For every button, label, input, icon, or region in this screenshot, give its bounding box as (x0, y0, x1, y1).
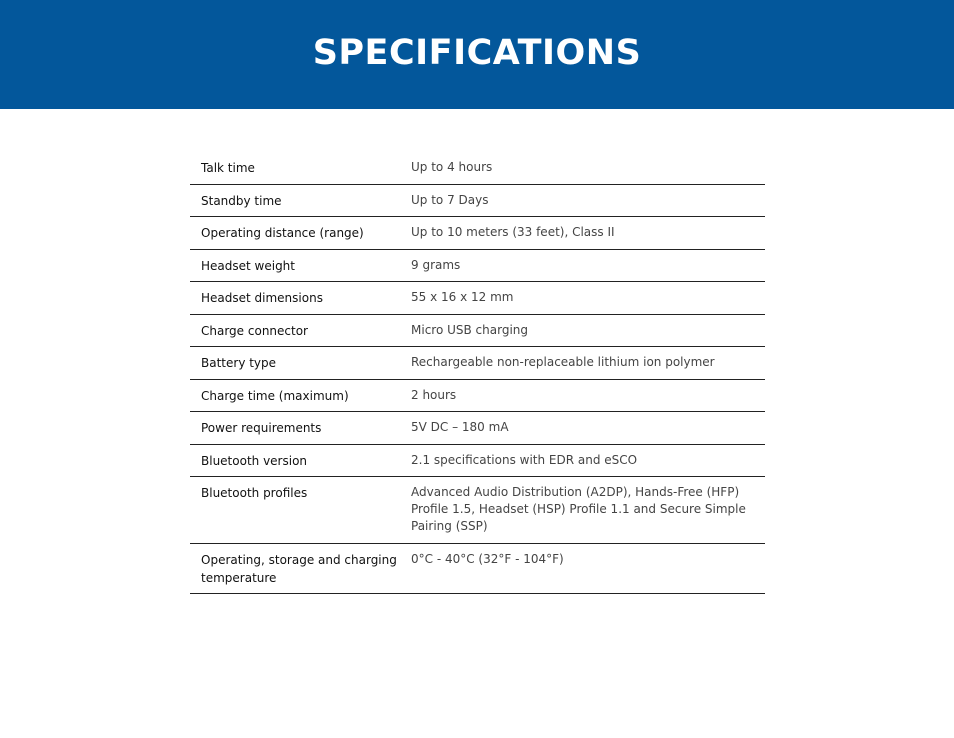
spec-value: 0°C - 40°C (32°F - 104°F) (411, 552, 564, 566)
page-title: SPECIFICATIONS (312, 32, 642, 73)
spec-row-temperature (190, 544, 765, 594)
spec-row-talk-time (190, 152, 765, 185)
spec-label: Charge time (maximum) (201, 389, 349, 403)
spec-row-bluetooth-profiles (190, 477, 765, 544)
spec-label: Operating, storage and charging temperature (201, 553, 397, 585)
spec-value: Micro USB charging (411, 323, 529, 337)
spec-row-power-requirements (190, 412, 765, 445)
spec-label: Bluetooth profiles (201, 486, 308, 500)
spec-value: 5V DC – 180 mA (411, 420, 509, 434)
spec-label: Talk time (201, 161, 255, 175)
spec-label: Battery type (201, 356, 277, 370)
spec-value: 2.1 specifications with EDR and eSCO (411, 453, 638, 467)
spec-row-charge-connector (190, 315, 765, 347)
spec-row-standby-time (190, 185, 765, 217)
spec-row-charge-time (190, 380, 765, 412)
spec-label: Headset dimensions (201, 291, 323, 305)
spec-label: Charge connector (201, 324, 308, 338)
spec-label: Operating distance (range) (201, 226, 364, 240)
spec-row-headset-dimensions (190, 282, 765, 315)
spec-label: Standby time (201, 194, 282, 208)
spec-value: Up to 10 meters (33 feet), Class II (411, 225, 615, 239)
spec-value: Advanced Audio Distribution (A2DP), Hands-Free (HFP) Profile 1.5, Headset (HSP) Profile 1.1 and Secure Simple Pairing (SSP) (411, 485, 746, 533)
spec-value: 2 hours (411, 388, 457, 402)
spec-value: 55 x 16 x 12 mm (411, 290, 514, 304)
spec-row-operating-distance (190, 217, 765, 250)
spec-table (190, 152, 765, 594)
spec-row-bluetooth-version (190, 445, 765, 477)
spec-value: Up to 4 hours (411, 160, 493, 174)
spec-row-headset-weight (190, 250, 765, 282)
spec-value: Rechargeable non-replaceable lithium ion polymer (411, 355, 715, 369)
page-header (0, 0, 954, 109)
spec-label: Power requirements (201, 421, 322, 435)
spec-value: Up to 7 Days (411, 193, 489, 207)
spec-label: Bluetooth version (201, 454, 308, 468)
spec-label: Headset weight (201, 259, 295, 273)
spec-value: 9 grams (411, 258, 461, 272)
spec-row-battery-type (190, 347, 765, 380)
